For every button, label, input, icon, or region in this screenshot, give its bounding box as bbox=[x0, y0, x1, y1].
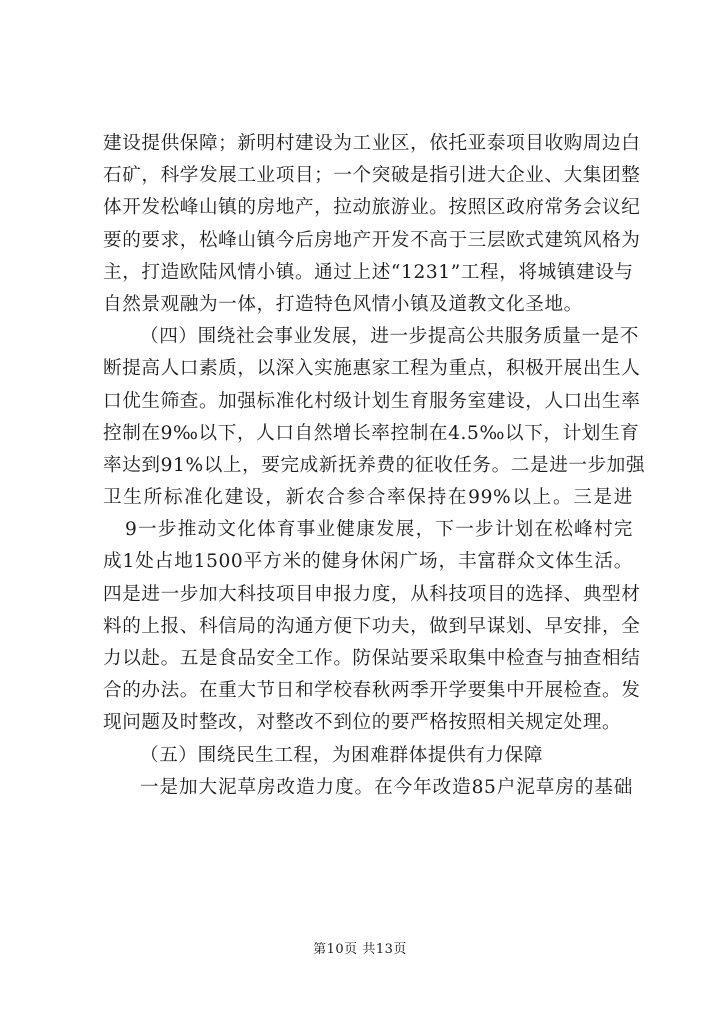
text-line: 体开发松峰山镇的房地产，拉动旅游业。按照区政府常务会议纪 bbox=[103, 197, 641, 219]
text-line: 现问题及时整改，对整改不到位的要严格按照相关规定处理。 bbox=[103, 712, 622, 734]
text-line: 卫生所标准化建设，新农合参合率保持在99%以上。三是进 bbox=[103, 487, 633, 509]
section-heading-5: （五）围绕民生工程，为困难群体提供有力保障 bbox=[140, 744, 544, 766]
text-line: 四是进一步加大科技项目申报力度，从科技项目的选择、典型材 bbox=[103, 583, 641, 605]
text-line: 建设提供保障；新明村建设为工业区，依托亚泰项目收购周边白 bbox=[103, 133, 641, 154]
page-number-footer: 第10页 共13页 bbox=[313, 942, 407, 957]
text-line: 口优生筛查。加强标准化村级计划生育服务室建设，人口出生率 bbox=[103, 390, 641, 412]
text-line: 自然景观融为一体，打造特色风情小镇及道教文化圣地。 bbox=[103, 293, 583, 315]
text-line: 断提高人口素质，以深入实施惠家工程为重点，积极开展出生人 bbox=[103, 358, 641, 380]
text-line: 石矿，科学发展工业项目；一个突破是指引进大企业、大集团整 bbox=[103, 165, 641, 187]
text-line: 力以赴。五是食品安全工作。防保站要采取集中检查与抽查相结 bbox=[103, 648, 641, 669]
text-line: 合的办法。在重大节日和学校春秋两季开学要集中开展检查。发 bbox=[103, 680, 641, 702]
text-line: 一是加大泥草房改造力度。在今年改造85户泥草房的基础 bbox=[140, 776, 633, 798]
text-line: 料的上报、科信局的沟通方便下功夫，做到早谋划、早安排，全 bbox=[103, 615, 641, 637]
section-heading-4: （四）围绕社会事业发展，进一步提高公共服务质量一是不 bbox=[140, 326, 640, 348]
text-line: 要的要求，松峰山镇今后房地产开发不高于三层欧式建筑风格为 bbox=[103, 229, 641, 251]
text-line: 率达到91%以上，要完成新抚养费的征收任务。二是进一步加强 bbox=[103, 454, 646, 476]
body-text bbox=[103, 128, 646, 804]
text-line: 主，打造欧陆风情小镇。通过上述“1231”工程，将城镇建设与 bbox=[103, 261, 634, 283]
text-line: 成1处占地1500平方米的健身休闲广场，丰富群众文体生活。 bbox=[103, 551, 633, 573]
text-line: 9一步推动文化体育事业健康发展，下一步计划在松峰村完 bbox=[125, 519, 633, 541]
text-line: 控制在9‰以下，人口自然增长率控制在4.5‰以下，计划生育 bbox=[103, 422, 640, 444]
